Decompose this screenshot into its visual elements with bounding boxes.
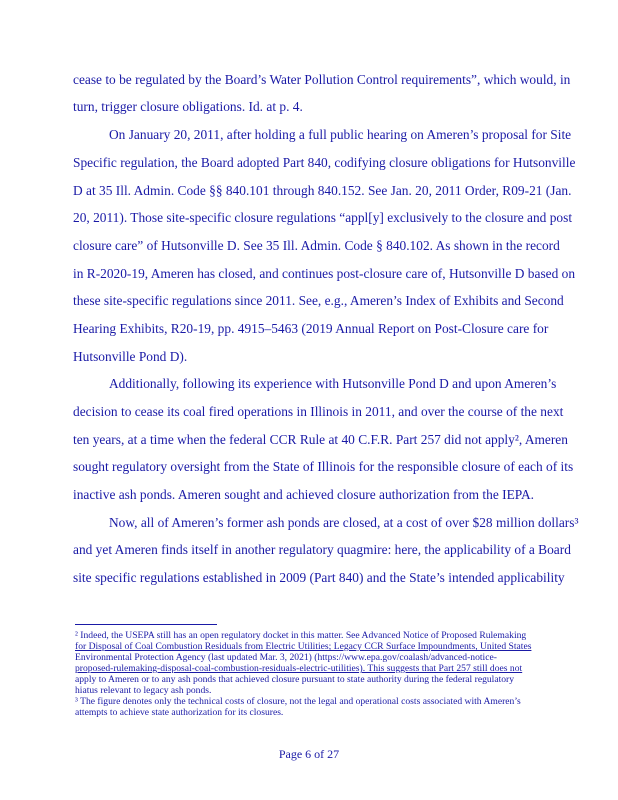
body-line: Specific regulation, the Board adopted Part 840, codifying closure obligations for Hutsonville: [73, 155, 576, 170]
body-line: ten years, at a time when the federal CCR Rule at 40 C.F.R. Part 257 did not apply², Ameren: [73, 432, 568, 447]
body-line: inactive ash ponds. Ameren sought and achieved closure authorization from the IEPA.: [73, 487, 534, 502]
body-line: and yet Ameren finds itself in another regulatory quagmire: here, the applicability of a Board: [73, 542, 571, 557]
body-line: 20, 2011). Those site-specific closure regulations “appl[y] exclusively to the closure and post: [73, 210, 573, 225]
footnote-line: hiatus relevant to legacy ash ponds.: [75, 685, 212, 696]
body-line: Hearing Exhibits, R20-19, pp. 4915–5463 (2019 Annual Report on Post-Closure care for: [73, 321, 549, 336]
body-line: D at 35 Ill. Admin. Code §§ 840.101 through 840.152. See Jan. 20, 2011 Order, R09-21 (Jan.: [73, 183, 572, 198]
footnote-line: attempts to achieve state authorization for its closures.: [75, 707, 284, 718]
body-line: On January 20, 2011, after holding a full public hearing on Ameren’s proposal for Site: [109, 127, 572, 142]
body-line: closure care” of Hutsonville D. See 35 Ill. Admin. Code § 840.102. As shown in the record: [73, 238, 560, 253]
footnote-link-line[interactable]: for Disposal of Coal Combustion Residuals from Electric Utilities; Legacy CCR Surface Impoundments, United States: [75, 641, 532, 652]
body-line: decision to cease its coal fired operations in Illinois in 2011, and over the course of the next: [73, 404, 564, 419]
footnote-line: apply to Ameren or to any ash ponds that achieved closure pursuant to state authority during the federal regulatory: [75, 674, 515, 685]
footnote-link-line[interactable]: proposed-rulemaking-disposal-coal-combustion-residuals-electric-utilities). This suggests that Part 257 still does not: [75, 663, 523, 674]
body-line: turn, trigger closure obligations. Id. at p. 4.: [73, 99, 303, 114]
body-line: Hutsonville Pond D).: [73, 349, 188, 364]
footnote-divider: [75, 624, 217, 625]
page-number: Page 6 of 27: [278, 747, 340, 761]
body-line: site specific regulations established in 2009 (Part 840) and the State’s intended applicability: [73, 570, 565, 585]
body-line: Additionally, following its experience with Hutsonville Pond D and upon Ameren’s: [109, 376, 557, 391]
body-line: in R-2020-19, Ameren has closed, and continues post-closure care of, Hutsonville D based on: [73, 266, 576, 281]
footnote-line: Environmental Protection Agency (last updated Mar. 3, 2021) (https://www.epa.gov/coalash/advanced-notice-: [75, 652, 497, 663]
body-line: cease to be regulated by the Board’s Water Pollution Control requirements”, which would, in: [73, 72, 571, 87]
body-line: Now, all of Ameren’s former ash ponds are closed, at a cost of over $28 million dollars³: [109, 515, 579, 530]
footnote-line: ³ The figure denotes only the technical costs of closure, not the legal and operational costs associated with Ameren’s: [75, 696, 521, 707]
body-line: sought regulatory oversight from the State of Illinois for the responsible closure of each of its: [73, 459, 574, 474]
body-line: these site-specific regulations since 2011. See, e.g., Ameren’s Index of Exhibits and Second: [73, 293, 564, 308]
footnote-line: ² Indeed, the USEPA still has an open regulatory docket in this matter. See Advanced Notice of Proposed Rulemaking: [75, 630, 527, 641]
